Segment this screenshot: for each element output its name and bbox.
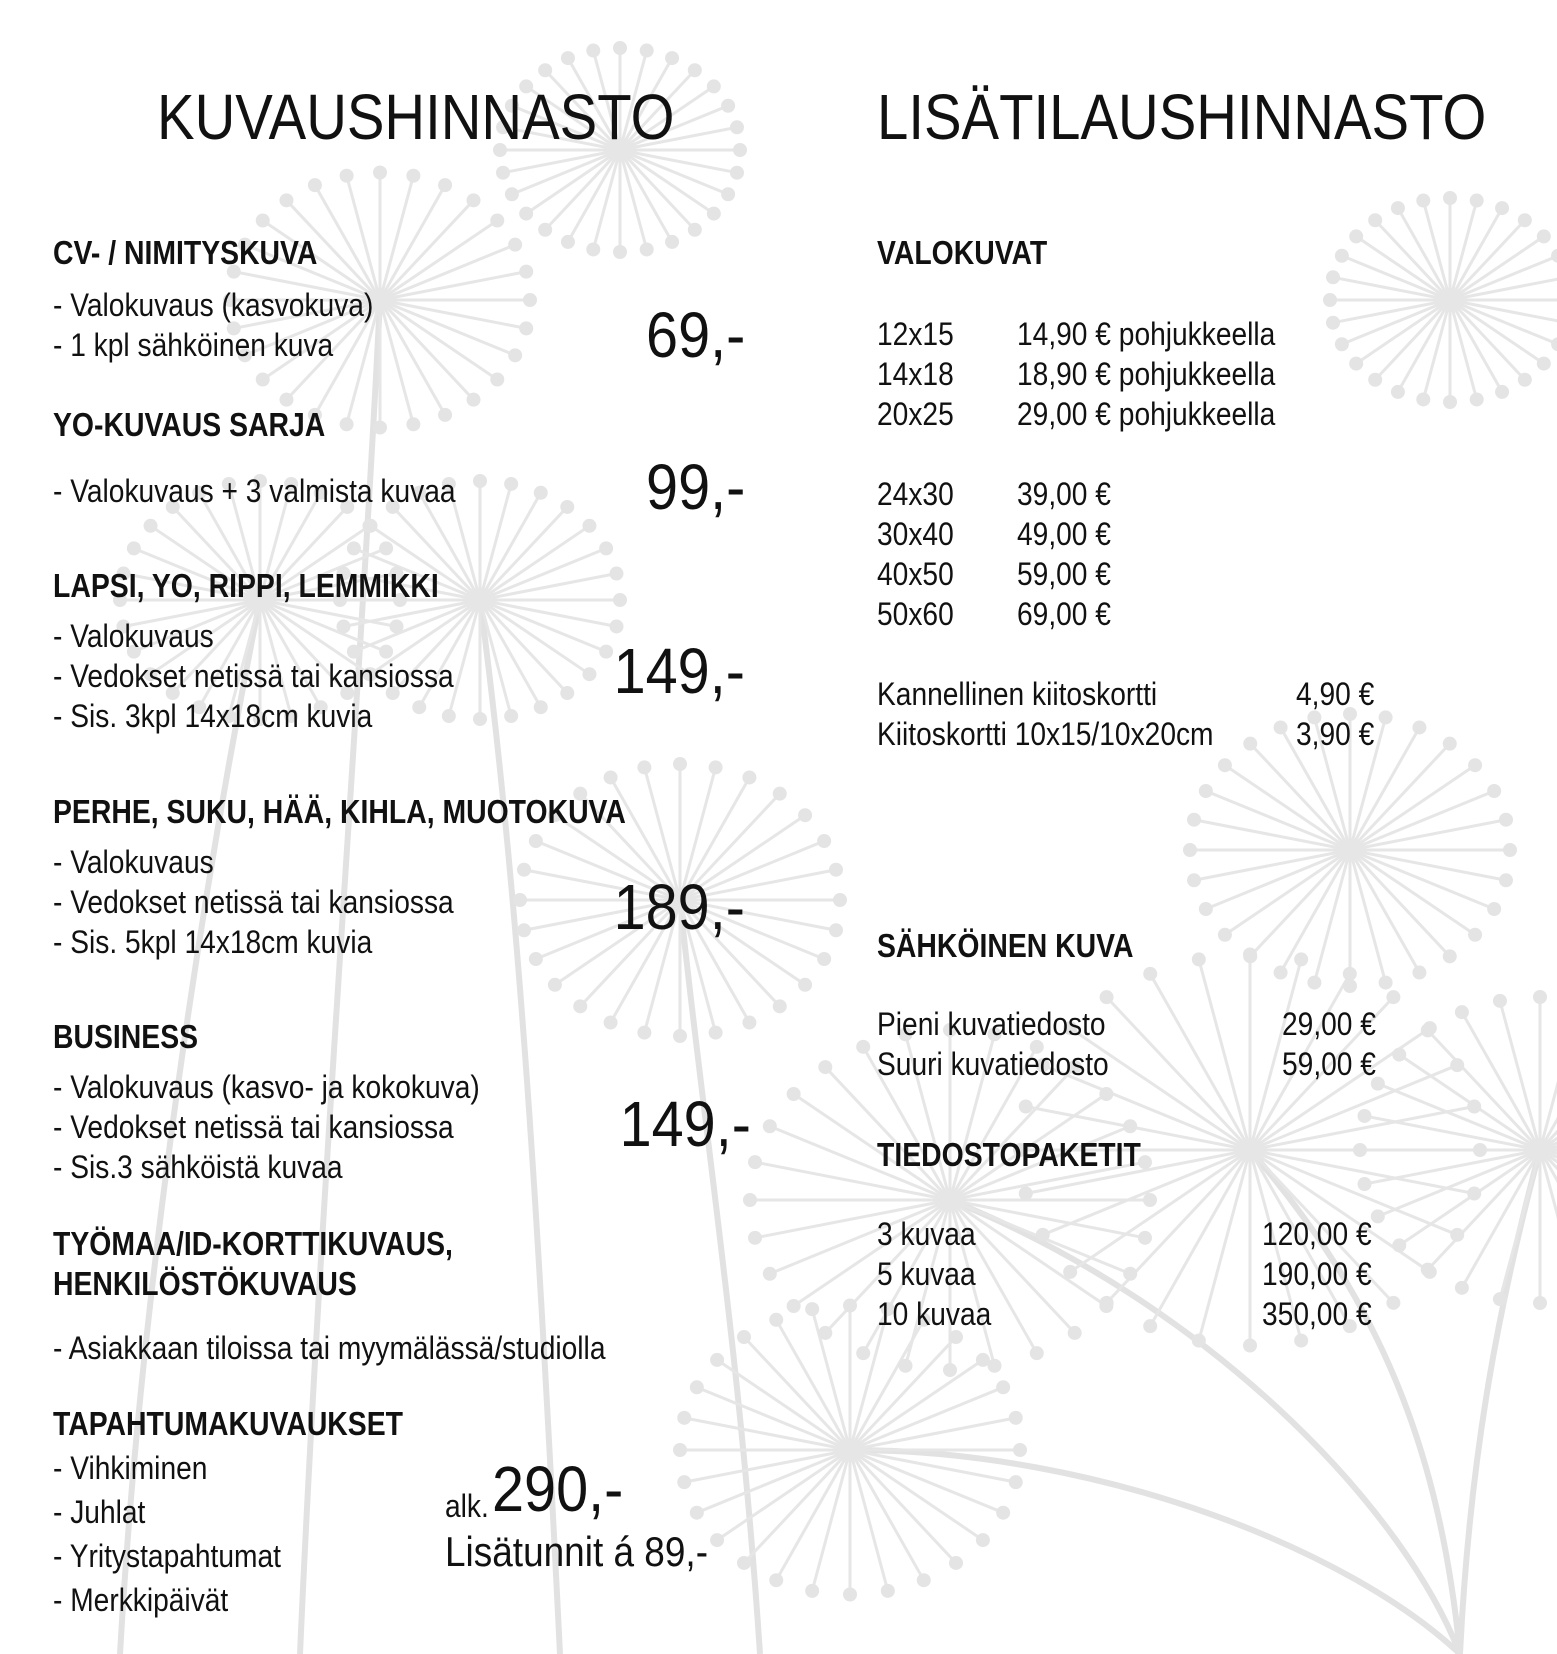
print-price: 59,00 € [1017, 556, 1111, 592]
price: 99,- [645, 451, 745, 523]
right-title: LISÄTILAUSHINNASTO [877, 81, 1487, 153]
package-price: 190,00 € [1262, 1256, 1372, 1292]
list-item: - Valokuvaus [53, 618, 214, 654]
price: 189,- [613, 871, 745, 943]
list-item: - Vihkiminen [53, 1450, 208, 1486]
print-price: 39,00 € [1017, 476, 1111, 512]
package-price: 120,00 € [1262, 1216, 1372, 1252]
section-heading: TAPAHTUMAKUVAUKSET [53, 1405, 404, 1442]
package-name: 10 kuvaa [877, 1296, 992, 1332]
section-heading: SÄHKÖINEN KUVA [877, 927, 1134, 964]
package-name: 3 kuvaa [877, 1216, 976, 1252]
list-item: - Sis.3 sähköistä kuvaa [53, 1149, 343, 1185]
list-item: - Vedokset netissä tai kansiossa [53, 884, 454, 920]
section-heading: VALOKUVAT [877, 234, 1048, 271]
section-heading: TIEDOSTOPAKETIT [877, 1136, 1141, 1173]
section-heading: BUSINESS [53, 1018, 199, 1055]
print-size: 24x30 [877, 476, 954, 512]
list-item: - Juhlat [53, 1494, 146, 1530]
list-item: - 1 kpl sähköinen kuva [53, 327, 334, 363]
section-heading: LAPSI, YO, RIPPI, LEMMIKKI [53, 567, 439, 604]
list-item: - Vedokset netissä tai kansiossa [53, 1109, 454, 1145]
price-prefix: alk. [445, 1488, 489, 1524]
card-price: 4,90 € [1296, 676, 1375, 712]
price: 69,- [645, 299, 745, 371]
list-item: - Sis. 5kpl 14x18cm kuvia [53, 924, 373, 960]
print-size: 40x50 [877, 556, 954, 592]
list-item: - Yritystapahtumat [53, 1538, 281, 1574]
card-name: Kannellinen kiitoskortti [877, 676, 1158, 712]
card-name: Kiitoskortti 10x15/10x20cm [877, 716, 1214, 752]
list-item: - Vedokset netissä tai kansiossa [53, 658, 454, 694]
list-item: - Valokuvaus (kasvo- ja kokokuva) [53, 1069, 480, 1105]
list-item: - Valokuvaus + 3 valmista kuvaa [53, 473, 456, 509]
print-price: 49,00 € [1017, 516, 1111, 552]
list-item: - Sis. 3kpl 14x18cm kuvia [53, 698, 373, 734]
print-price: 14,90 € pohjukkeella [1017, 316, 1276, 352]
list-item: - Asiakkaan tiloissa tai myymälässä/studiolla [53, 1330, 606, 1366]
print-size: 30x40 [877, 516, 954, 552]
package-name: 5 kuvaa [877, 1256, 976, 1292]
section-heading: PERHE, SUKU, HÄÄ, KIHLA, MUOTOKUVA [53, 793, 626, 830]
price: 149,- [619, 1088, 751, 1160]
section-heading: CV- / NIMITYSKUVA [53, 234, 318, 271]
section-heading: TYÖMAA/ID-KORTTIKUVAUS, [53, 1225, 453, 1262]
file-price: 59,00 € [1282, 1046, 1376, 1082]
file-name: Pieni kuvatiedosto [877, 1006, 1106, 1042]
card-price: 3,90 € [1296, 716, 1375, 752]
file-price: 29,00 € [1282, 1006, 1376, 1042]
print-price: 29,00 € pohjukkeella [1017, 396, 1276, 432]
print-price: 69,00 € [1017, 596, 1111, 632]
print-size: 14x18 [877, 356, 954, 392]
list-item: - Merkkipäivät [53, 1582, 229, 1618]
print-size: 20x25 [877, 396, 954, 432]
print-price: 18,90 € pohjukkeella [1017, 356, 1276, 392]
print-size: 50x60 [877, 596, 954, 632]
section-heading: YO-KUVAUS SARJA [53, 406, 326, 443]
left-title: KUVAUSHINNASTO [157, 81, 675, 153]
list-item: - Valokuvaus [53, 844, 214, 880]
list-item: - Valokuvaus (kasvokuva) [53, 287, 374, 323]
price: 149,- [613, 635, 745, 707]
package-price: 350,00 € [1262, 1296, 1372, 1332]
section-heading: HENKILÖSTÖKUVAUS [53, 1265, 357, 1302]
file-name: Suuri kuvatiedosto [877, 1046, 1109, 1082]
print-size: 12x15 [877, 316, 954, 352]
extra-hours-price: Lisätunnit á 89,- [445, 1528, 709, 1575]
price: 290,- [492, 1453, 624, 1525]
